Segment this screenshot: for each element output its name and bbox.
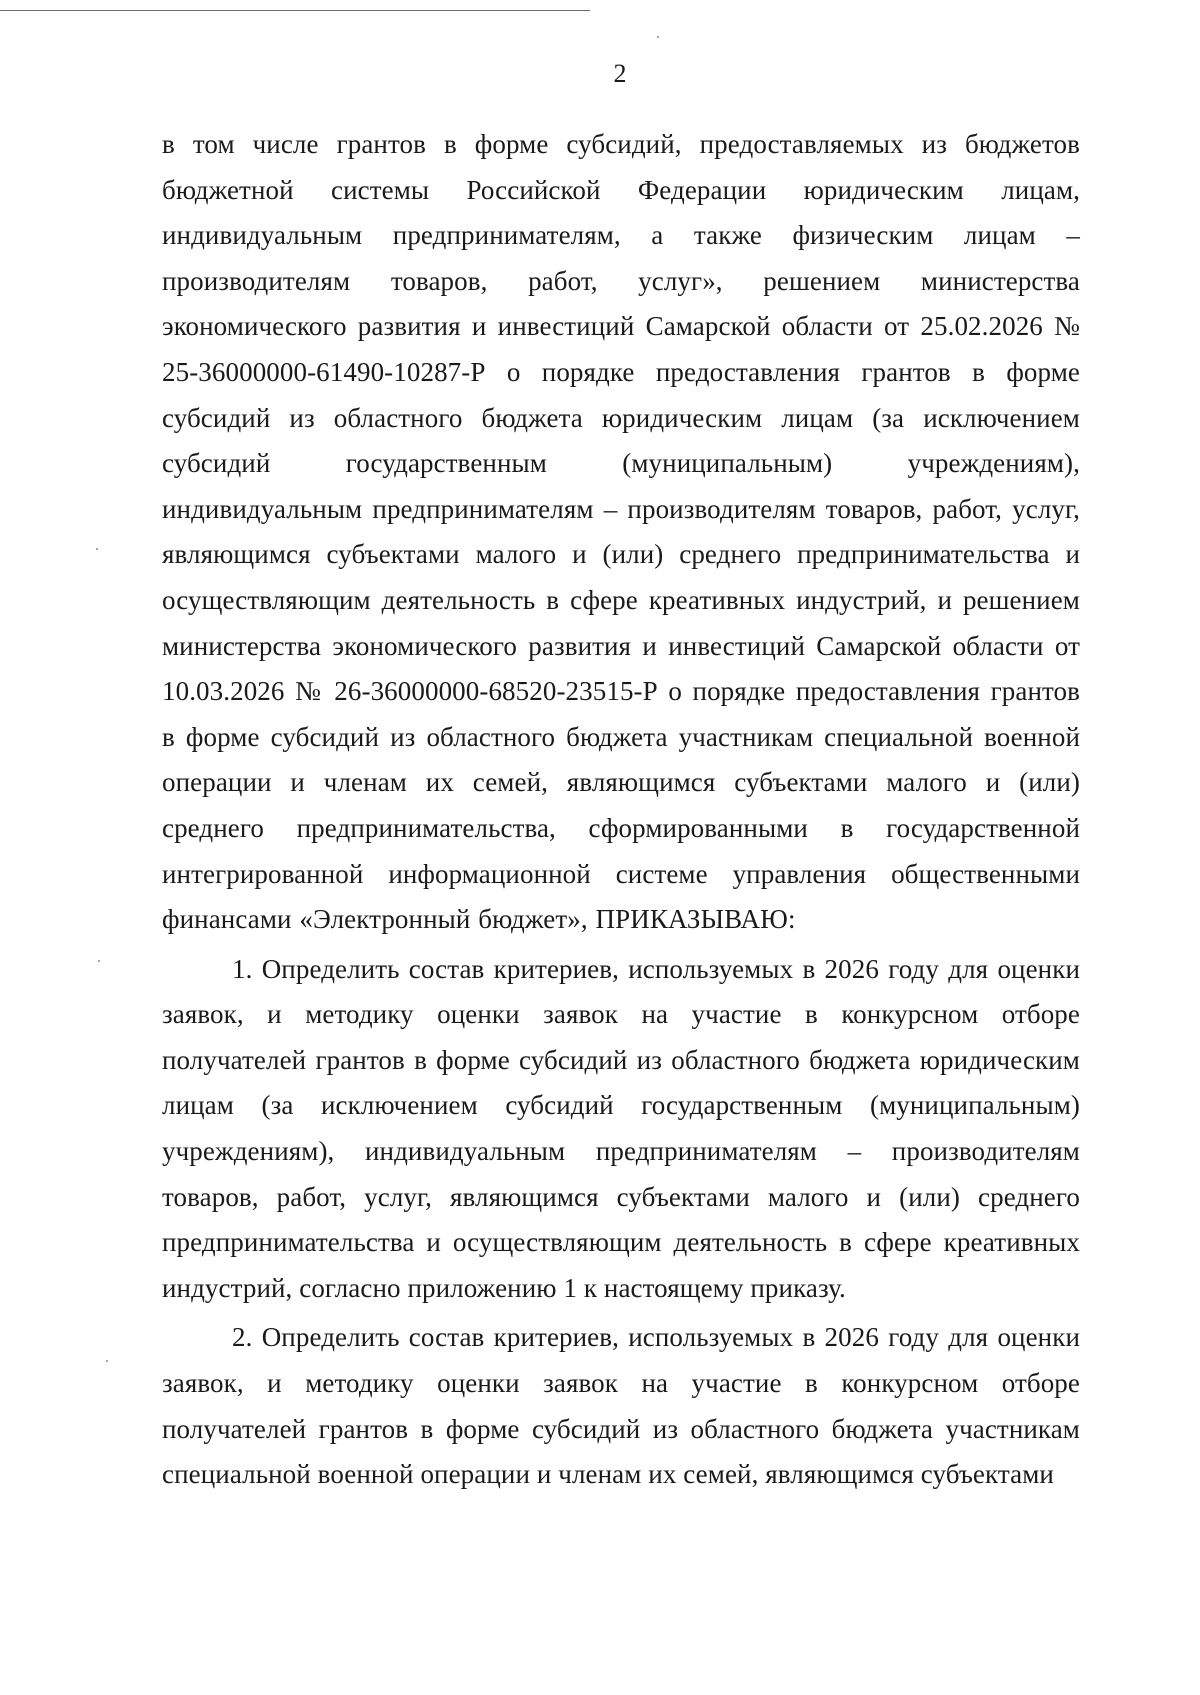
paragraph-continuation: в том числе грантов в форме субсидий, предоставляемых из бюджетов бюджетной системы Российской Федерации юридическим лицам, индивидуальным предпринимателям, а также физическим лицам – производителям товаров, работ, услуг», решением министерства экономического развития и инвестиций Самарской области от 25.02.2026 № 25-36000000-61490-10287-Р о порядке предоставления грантов в форме субсидий из областного бюджета юридическим лицам (за исключением субсидий государственным (муниципальным) учреждениям), индивидуальным предпринимателям – производителям товаров, работ, услуг, являющимся субъектами малого и (или) среднего предпринимательства и осуществляющим деятельность в сфере креативных индустрий, и решением министерства экономического развития и инвестиций Самарской области от 10.03.2026 № 26-36000000-68520-23515-Р о порядке предоставления грантов в форме субсидий из областного бюджета участникам специальной военной операции и членам их семей, являющимся субъектами малого и (или) среднего предпринимательства, сформированными в государственной интегрированной информационной системе управления общественными финансами «Электронный бюджет», ПРИКАЗЫВАЮ: bbox=[162, 129, 1080, 935]
scan-edge-line bbox=[0, 10, 590, 11]
paragraph-item-1: 1. Определить состав критериев, используемых в 2026 году для оценки заявок, и методику оценки заявок на участие в конкурсном отборе получателей грантов в форме субсидий из областного бюджета юридическим лицам (за исключением субсидий государственным (муниципальным) учреждениям), индивидуальным предпринимателям – производителям товаров, работ, услуг, являющимся субъектами малого и (или) среднего предпринимательства и осуществляющим деятельность в сфере креативных индустрий, согласно приложению 1 к настоящему приказу. bbox=[162, 953, 1080, 1303]
scan-speck bbox=[98, 960, 100, 962]
page-number: 2 bbox=[613, 59, 627, 88]
scan-speck bbox=[657, 36, 659, 38]
scan-speck bbox=[96, 548, 98, 550]
paragraph-item-2: 2. Определить состав критериев, используемых в 2026 году для оценки заявок, и методику оценки заявок на участие в конкурсном отборе получателей грантов в форме субсидий из областного бюджета участникам специальной военной операции и членам их семей, являющимся субъектами bbox=[162, 1322, 1080, 1490]
scan-speck bbox=[106, 1360, 108, 1362]
document-body bbox=[162, 122, 1080, 1498]
